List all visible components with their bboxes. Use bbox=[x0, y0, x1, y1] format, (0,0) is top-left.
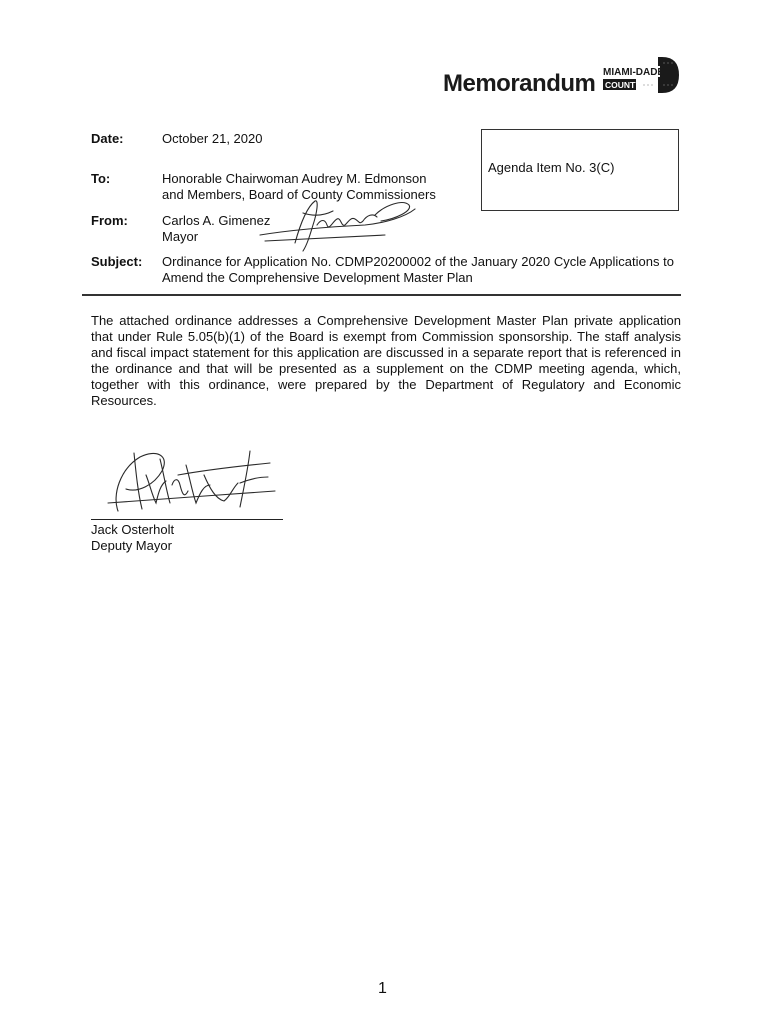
to-label: To: bbox=[91, 171, 111, 186]
from-label: From: bbox=[91, 213, 128, 228]
to-line-2: and Members, Board of County Commissioners bbox=[162, 187, 436, 202]
agenda-item-number: Agenda Item No. 3(C) bbox=[488, 160, 615, 175]
svg-text:COUNTY: COUNTY bbox=[605, 80, 641, 90]
to-line-1: Honorable Chairwoman Audrey M. Edmonson bbox=[162, 171, 427, 186]
from-line-1: Carlos A. Gimenez bbox=[162, 213, 271, 228]
miami-dade-county-logo bbox=[600, 55, 680, 95]
agenda-item-box bbox=[481, 129, 679, 211]
subject-value: Ordinance for Application No. CDMP20200002 of the January 2020 Cycle Applications to Amend the Comprehensive Development Master Plan bbox=[162, 254, 674, 285]
signer-name: Jack Osterholt bbox=[91, 522, 175, 537]
date-label: Date: bbox=[91, 131, 124, 146]
signature-line bbox=[91, 519, 283, 520]
subject-label: Subject: bbox=[91, 254, 143, 269]
mayor-signature bbox=[255, 195, 420, 255]
signer-title: Deputy Mayor bbox=[91, 538, 172, 553]
signer-block bbox=[91, 522, 174, 554]
deputy-mayor-signature bbox=[100, 445, 280, 515]
memo-title: Memorandum bbox=[443, 70, 596, 97]
svg-text:MIAMI-DADE: MIAMI-DADE bbox=[603, 67, 665, 78]
header-divider bbox=[82, 294, 681, 296]
memo-body-paragraph: The attached ordinance addresses a Comprehensive Development Master Plan private application that under Rule 5.05(b)(1) of the Board is exempt from Commission sponsorship. The staff analysis and fiscal impact statement for this application are discussed in a separate report that is referenced in the ordinance and that will be presented as a supplement on the CDMP meeting agenda, which, together with this ordinance, were prepared by the Department of Regulatory and Economic Resources. bbox=[91, 313, 681, 408]
date-value: October 21, 2020 bbox=[162, 131, 263, 146]
from-line-2: Mayor bbox=[162, 229, 199, 244]
page-number: 1 bbox=[378, 980, 387, 997]
